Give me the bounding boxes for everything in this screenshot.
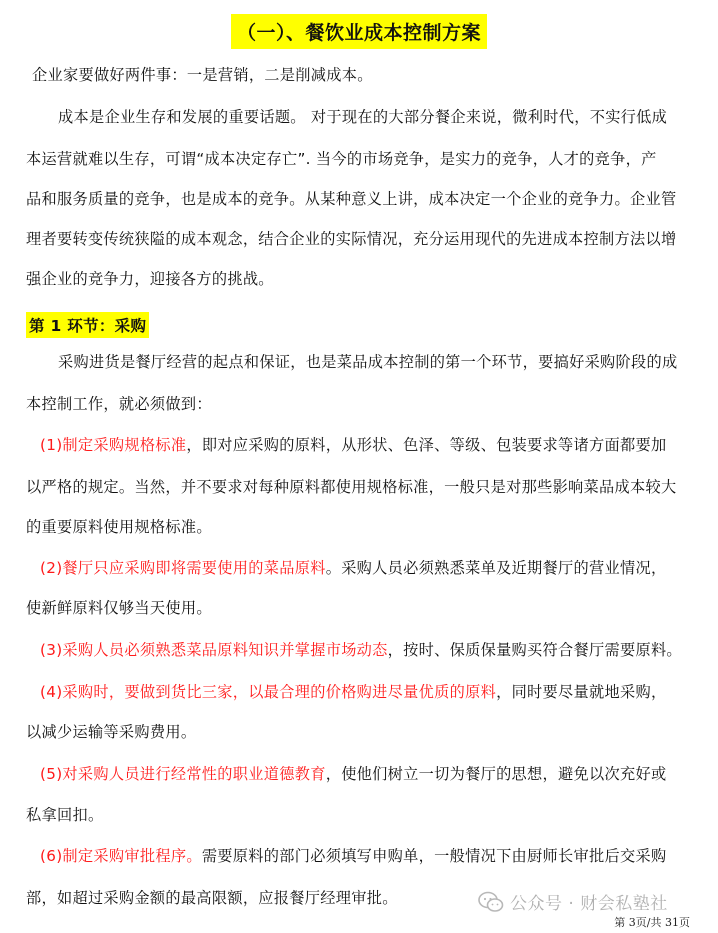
- item-2-heading: (2)餐厅只应采购即将需要使用的菜品原料: [40, 559, 326, 577]
- watermark: [478, 889, 668, 914]
- para1-line-2: 本运营就难以生存，可谓“成本决定存亡”. 当今的市场竞争，是实力的竞争，人才的竞争，产: [26, 150, 657, 168]
- item-6-line-1: [40, 846, 710, 866]
- title-wrap: [0, 14, 718, 49]
- item-3-text: ，按时、保质保量购买符合餐厅需要原料。: [387, 641, 682, 659]
- intro-line: 企业家要做好两件事：一是营销，二是削减成本。: [32, 66, 373, 84]
- item-4-heading: (4)采购时，要做到货比三家，以最合理的价格购进尽量优质的原料: [40, 683, 497, 701]
- item-5-heading: (5)对采购人员进行经常性的职业道德教育: [40, 765, 326, 783]
- item-1-line-3: 的重要原料使用规格标准。: [26, 518, 212, 536]
- para1-line-1: 成本是企业生存和发展的重要话题。 对于现在的大部分餐企来说，微利时代，不实行低成: [58, 108, 668, 126]
- item-6-text: 需要原料的部门必须填写申购单，一般情况下由厨师长审批后交采购: [201, 847, 667, 865]
- watermark-text: 公众号 · 财会私塾社: [510, 894, 668, 914]
- item-2-line-1: [40, 558, 710, 578]
- item-1-heading: (1)制定采购规格标准: [40, 436, 187, 454]
- item-5-text: ，使他们树立一切为餐厅的思想，避免以次充好或: [325, 765, 667, 783]
- wechat-icon: [478, 891, 504, 913]
- item-3-line-1: [40, 640, 710, 660]
- item-1-text: ，即对应采购的原料，从形状、色泽、等级、包装要求等诸方面都要加: [186, 436, 667, 454]
- para1-line-3: 品和服务质量的竞争，也是成本的竞争。从某种意义上讲，成本决定一个企业的竞争力。企业管: [26, 190, 677, 208]
- item-2-text: 。采购人员必须熟悉菜单及近期餐厅的营业情况，: [325, 559, 667, 577]
- item-3-heading: (3)采购人员必须熟悉菜品原料知识并掌握市场动态: [40, 641, 388, 659]
- item-2-line-2: 使新鲜原料仅够当天使用。: [26, 599, 212, 617]
- item-1-line-1: [40, 435, 710, 455]
- item-4-text: ，同时要尽量就地采购，: [496, 683, 667, 701]
- item-4-line-2: 以减少运输等采购费用。: [26, 723, 197, 741]
- item-6-line-2: 部，如超过采购金额的最高限额，应报餐厅经理审批。: [26, 889, 398, 907]
- item-6-heading: (6)制定采购审批程序。: [40, 847, 202, 865]
- para2-line-1: 采购进货是餐厅经营的起点和保证，也是菜品成本控制的第一个环节，要搞好采购阶段的成: [58, 353, 678, 371]
- section-heading: 第 1 环节：采购: [26, 312, 149, 338]
- page-number: 第 3页/共 31页: [614, 916, 690, 929]
- para1-line-5: 强企业的竞争力，迎接各方的挑战。: [26, 270, 274, 288]
- item-1-line-2: 以严格的规定。当然，并不要求对每种原料都使用规格标准，一般只是对那些影响菜品成本较大: [26, 478, 677, 496]
- page-title: （一）、餐饮业成本控制方案: [231, 14, 487, 49]
- item-4-line-1: [40, 682, 710, 702]
- item-5-line-2: 私拿回扣。: [26, 806, 104, 824]
- item-5-line-1: [40, 764, 710, 784]
- para2-line-2: 本控制工作，就必须做到：: [26, 395, 212, 413]
- para1-line-4: 理者要转变传统狭隘的成本观念，结合企业的实际情况，充分运用现代的先进成本控制方法以增: [26, 230, 677, 248]
